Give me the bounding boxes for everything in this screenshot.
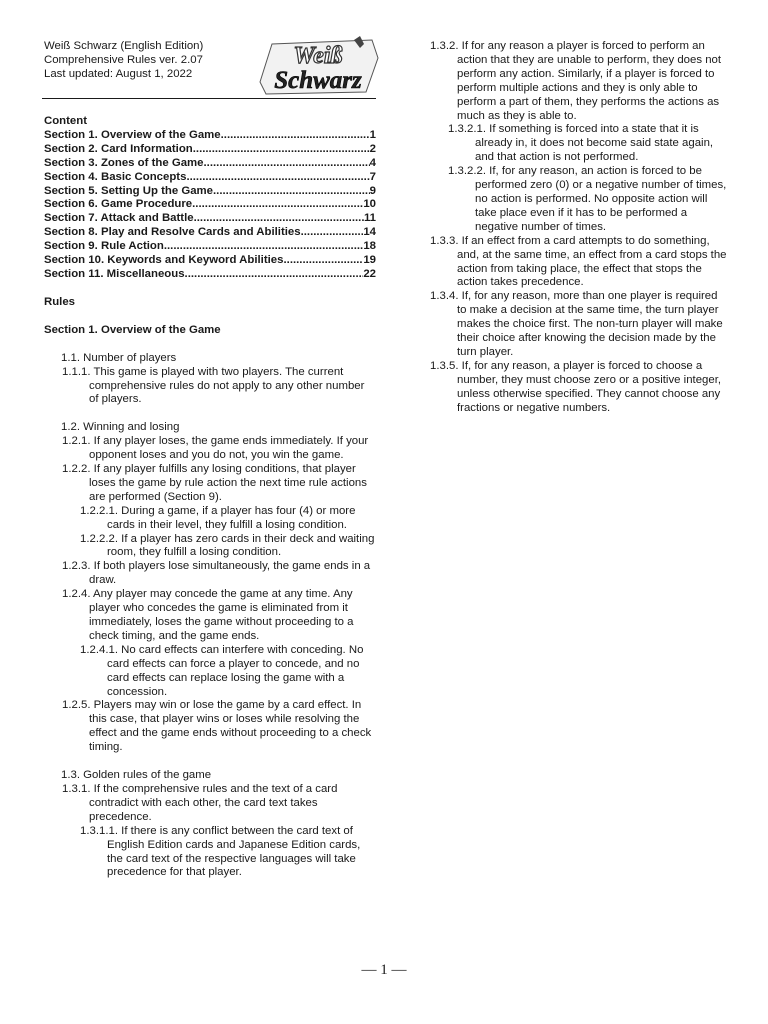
right-column xyxy=(430,40,730,415)
rule-paragraph: 1.2.2. If any player fulfills any losing conditions, that player loses the game by rule action the next time rule actions are performed (Section 9). xyxy=(62,463,367,503)
toc-entry-label: Section 7. Attack and Battle xyxy=(44,212,194,225)
rule-paragraph: 1.2.3. If both players lose simultaneously, the game ends in a draw. xyxy=(62,560,371,587)
rule-paragraph: 1.3.2. If for any reason a player is forced to perform an action that they are unable to perform, they does not perform any action. Similarly, if a player is forced to perform multiple actions and they is only able to perform a part of them, they performs the actions as much as they is able to. xyxy=(430,40,722,122)
toc-list xyxy=(44,129,376,282)
rule-paragraph: 1.3.1.1. If there is any conflict between the card text of English Edition cards and Japanese Edition cards, the card text of the respective languages will take precedence for that player. xyxy=(80,824,361,879)
toc-entry-page: 10 xyxy=(363,198,376,211)
rule-paragraph: 1.3.3. If an effect from a card attempts to do something, and, at the same time, an effect from a card stops the action from taking place, the effect that stops the action takes precedence. xyxy=(430,234,727,289)
left-rules-list xyxy=(44,338,376,881)
toc-entry-label: Section 3. Zones of the Game xyxy=(44,156,204,169)
toc-entry-page: 7 xyxy=(369,170,376,183)
section-heading: Section 1. Overview of the Game xyxy=(44,323,221,336)
toc-entry-label: Section 1. Overview of the Game xyxy=(44,128,221,141)
toc-entry xyxy=(44,254,376,268)
logo-text-bottom: Schwarz xyxy=(274,67,362,94)
toc-leader-dots xyxy=(204,157,370,171)
toc-entry xyxy=(44,185,376,199)
toc-entry xyxy=(44,240,376,254)
rule-paragraph: 1.3.1. If the comprehensive rules and the text of a card contradict with each other, the card text takes precedence. xyxy=(62,782,338,823)
rules-heading: Rules xyxy=(44,295,76,308)
toc-leader-dots xyxy=(186,171,369,185)
toc-entry-page: 4 xyxy=(369,156,376,169)
toc-entry-page: 1 xyxy=(369,128,376,141)
rule-paragraph: 1.3.5. If, for any reason, a player is forced to choose a number, they must choose zero or a positive integer, unless otherwise specified. They cannot choose any fractions or negative numbers. xyxy=(430,359,722,414)
toc-title: Content xyxy=(44,115,88,127)
toc-entry xyxy=(44,268,376,282)
document-header xyxy=(44,40,376,94)
rule-paragraph: 1.2.4. Any player may concede the game at any time. Any player who concedes the game is eliminated from it immediately, loses the game without proceeding to a check timing, and the game ends. xyxy=(62,588,354,642)
toc-entry-page: 11 xyxy=(363,212,376,225)
toc-leader-dots xyxy=(283,254,363,268)
toc-entry-label: Section 2. Card Information xyxy=(44,142,193,155)
rule-paragraph: 1.2.2.1. During a game, if a player has four (4) or more cards in their level, they fulfill a losing condition. xyxy=(80,504,356,531)
rule-paragraph: 1.2.2.2. If a player has zero cards in their deck and waiting room, they fulfill a losing condition. xyxy=(80,532,375,559)
rule-paragraph: 1.2. Winning and losing xyxy=(61,421,180,434)
rule-paragraph: 1.3.2.1. If something is forced into a state that it is already in, it does not become said state again, and that action is not performed. xyxy=(448,123,714,164)
rule-paragraph: 1.3. Golden rules of the game xyxy=(61,769,212,782)
toc-entry-label: Section 11. Miscellaneous xyxy=(44,267,185,280)
toc-entry xyxy=(44,171,376,185)
toc-entry-page: 19 xyxy=(363,254,376,267)
toc-entry-label: Section 10. Keywords and Keyword Abilities xyxy=(44,254,284,267)
toc-entry xyxy=(44,157,376,171)
toc-leader-dots xyxy=(185,268,364,282)
toc-leader-dots xyxy=(193,143,370,157)
last-updated: Last updated: August 1, 2022 xyxy=(44,67,193,80)
left-column xyxy=(44,40,376,880)
toc-entry-label: Section 8. Play and Resolve Cards and Abilities xyxy=(44,226,301,239)
edition-title: Weiß Schwarz (English Edition) xyxy=(44,40,204,52)
rule-paragraph: 1.2.5. Players may win or lose the game by a card effect. In this case, that player wins or loses while resolving the effect and the game ends without proceeding to a check timing. xyxy=(62,699,372,754)
rules-version: Comprehensive Rules ver. 2.07 xyxy=(44,53,203,66)
toc-leader-dots xyxy=(194,212,364,226)
weiss-schwarz-logo xyxy=(254,36,382,96)
toc-entry-page: 22 xyxy=(363,267,376,280)
right-rules-list xyxy=(430,40,730,415)
rule-paragraph: 1.1.1. This game is played with two players. The current comprehensive rules do not apply to any other number of players. xyxy=(62,365,365,406)
table-of-contents xyxy=(44,115,376,282)
rule-paragraph: 1.2.4.1. No card effects can interfere with conceding. No card effects can force a player to concede, and no card effects can replace losing the game with a concession. xyxy=(80,643,364,698)
header-divider xyxy=(42,98,376,99)
logo-text-top: Weiß xyxy=(293,43,343,69)
rule-paragraph: 1.3.4. If, for any reason, more than one player is required to make a decision at the same time, the turn player makes the choice first. The non-turn player will make their choice after knowing the decision made by the turn player. xyxy=(430,290,723,358)
toc-entry-label: Section 4. Basic Concepts xyxy=(44,170,187,183)
toc-entry-page: 18 xyxy=(363,240,376,253)
toc-entry xyxy=(44,212,376,226)
toc-entry-page: 2 xyxy=(369,142,376,155)
toc-leader-dots xyxy=(192,198,363,212)
toc-entry-label: Section 9. Rule Action xyxy=(44,240,164,253)
toc-entry-page: 9 xyxy=(369,184,376,197)
rule-paragraph: 1.3.2.2. If, for any reason, an action is forced to be performed zero (0) or a negative number of times, no action is performed. No opposite action will take place even if it has to be performed a negative number of times. xyxy=(448,165,727,233)
toc-entry xyxy=(44,198,376,212)
rule-paragraph: 1.2.1. If any player loses, the game ends immediately. If your opponent loses and you do not, you win the game. xyxy=(62,435,369,462)
toc-entry-label: Section 5. Setting Up the Game xyxy=(44,184,213,197)
toc-leader-dots xyxy=(213,185,370,199)
toc-leader-dots xyxy=(164,240,363,254)
toc-entry xyxy=(44,143,376,157)
page-number: — 1 — xyxy=(361,962,407,978)
toc-entry-label: Section 6. Game Procedure xyxy=(44,198,193,211)
toc-entry xyxy=(44,226,376,240)
toc-entry xyxy=(44,129,376,143)
rule-paragraph: 1.1. Number of players xyxy=(61,351,177,364)
toc-leader-dots xyxy=(221,129,370,143)
toc-entry-page: 14 xyxy=(363,226,376,239)
toc-leader-dots xyxy=(301,226,364,240)
